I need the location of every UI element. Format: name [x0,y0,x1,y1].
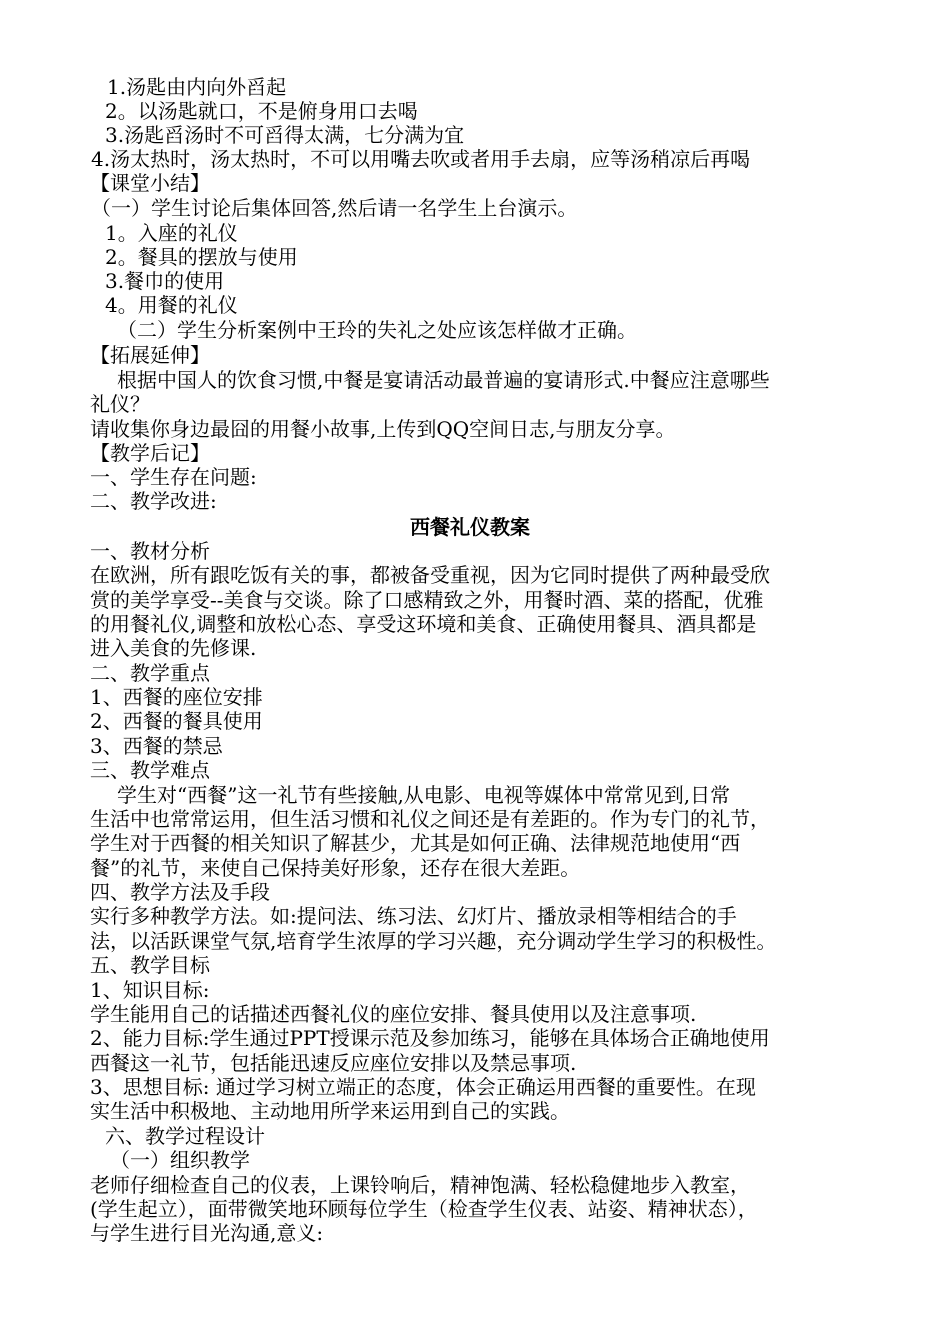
text-line: （二）学生分析案例中王玲的失礼之处应该怎样做才正确。 [117,318,637,342]
section-heading: 四、教学方法及手段 [90,880,270,904]
text-line: 2。以汤匙就口，不是俯身用口去喝 [105,99,418,123]
text-line: 3、思想目标: 通过学习树立端正的态度，体会正确运用西餐的重要性。在现 [90,1075,756,1099]
section-heading: 六、教学过程设计 [105,1124,265,1148]
text-line: 的用餐礼仪,调整和放松心态、享受这环境和美食、正确使用餐具、酒具都是 [90,612,757,636]
section-heading: 三、教学难点 [90,758,210,782]
text-line: 根据中国人的饮食习惯,中餐是宴请活动最普遍的宴请形式.中餐应注意哪些 [117,368,770,392]
text-line: 3.餐巾的使用 [105,269,225,293]
section-heading: 五、教学目标 [90,953,210,977]
text-line: 实行多种教学方法。如:提问法、练习法、幻灯片、播放录相等相结合的手 [90,904,737,928]
text-line: 老师仔细检查自己的仪表，上课铃响后，精神饱满、轻松稳健地步入教室， [90,1173,750,1197]
text-line: 4。用餐的礼仪 [105,293,238,317]
text-line: 3、西餐的禁忌 [90,734,223,758]
text-line: 4.汤太热时，汤太热时，不可以用嘴去吹或者用手去扇，应等汤稍凉后再喝 [91,147,751,171]
text-line: 2。餐具的摆放与使用 [105,245,298,269]
section-heading: 【课堂小结】 [90,171,210,195]
text-line: 1。入座的礼仪 [105,221,238,245]
text-line: 餐”的礼节，来使自己保持美好形象，还存在很大差距。 [90,856,581,880]
text-line: 学生对“西餐”这一礼节有些接触,从电影、电视等媒体中常常见到,日常 [117,783,731,807]
text-line: 学生对于西餐的相关知识了解甚少，尤其是如何正确、法律规范地使用“西 [90,831,741,855]
text-line: 赏的美学享受--美食与交谈。除了口感精致之外，用餐时酒、菜的搭配，优雅 [90,588,764,612]
text-line: 2、能力目标:学生通过PPT授课示范及参加练习，能够在具体场合正确地使用 [90,1026,770,1050]
text-line: 二、教学改进: [90,489,217,513]
text-line: （一）组织教学 [110,1148,250,1172]
text-line: 西餐这一礼节，包括能迅速反应座位安排以及禁忌事项. [90,1051,577,1075]
section-heading: 二、教学重点 [90,661,210,685]
text-line: 学生能用自己的话描述西餐礼仪的座位安排、餐具使用以及注意事项. [90,1002,697,1026]
text-line: 法，以活跃课堂气氛,培育学生浓厚的学习兴趣，充分调动学生学习的积极性。 [90,929,777,953]
text-line: (学生起立），面带微笑地环顾每位学生（检查学生仪表、站姿、精神状态）， [90,1197,758,1221]
document-title: 西餐礼仪教案 [410,515,530,539]
text-line: 礼仪？ [90,392,150,416]
text-line: 生活中也常常运用，但生活习惯和礼仪之间还是有差距的。作为专门的礼节， [90,807,770,831]
text-line: 实生活中积极地、主动地用所学来运用到自己的实践。 [90,1099,570,1123]
section-heading: 一、教材分析 [90,539,210,563]
text-line: 2、西餐的餐具使用 [90,709,263,733]
text-line: 一、学生存在问题: [90,465,257,489]
text-line: 1、知识目标: [90,978,210,1002]
section-heading: 【拓展延伸】 [90,343,210,367]
text-line: 与学生进行目光沟通,意义: [90,1221,324,1245]
section-heading: 【教学后记】 [90,441,210,465]
text-line: 请收集你身边最囧的用餐小故事,上传到QQ空间日志,与朋友分享。 [90,417,676,441]
text-line: 1、西餐的座位安排 [90,685,263,709]
text-line: 在欧洲，所有跟吃饭有关的事，都被备受重视，因为它同时提供了两种最受欣 [90,563,770,587]
text-line: 1.汤匙由内向外舀起 [107,75,287,99]
text-line: （一）学生讨论后集体回答,然后请一名学生上台演示。 [91,196,578,220]
text-line: 进入美食的先修课. [90,636,257,660]
text-line: 3.汤匙舀汤时不可舀得太满，七分满为宜 [105,123,465,147]
